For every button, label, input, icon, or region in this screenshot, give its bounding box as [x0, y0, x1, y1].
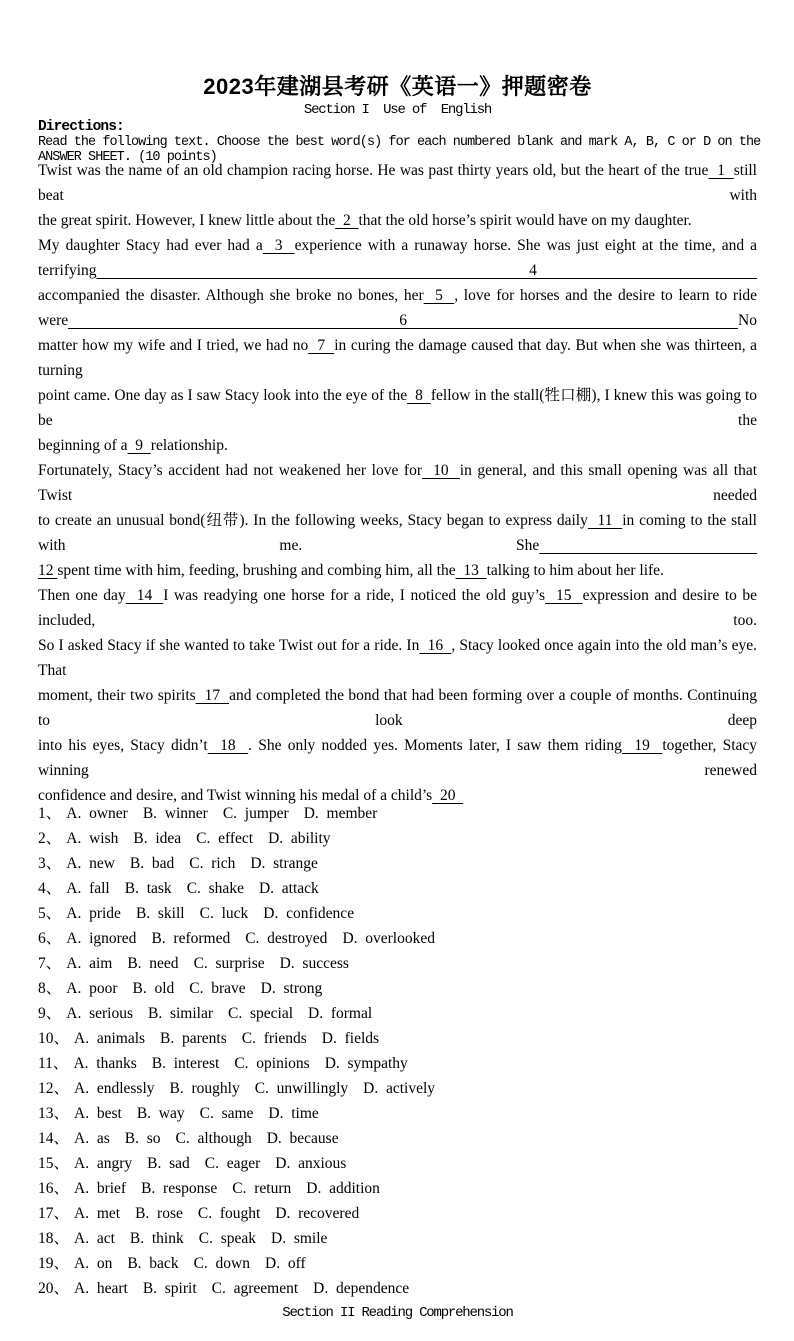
- option-d: D. ability: [268, 830, 331, 847]
- passage-line: beginning of a 9 relationship.: [38, 437, 228, 454]
- cloze-blank: 18: [207, 737, 249, 754]
- option-d: D. time: [268, 1105, 319, 1122]
- question-number: 9、: [38, 1005, 62, 1022]
- option-c: C. special: [228, 1005, 294, 1022]
- cloze-blank: 11: [587, 512, 623, 529]
- option-b: B. so: [124, 1130, 161, 1147]
- option-b: B. old: [132, 980, 175, 997]
- cloze-passage: [38, 158, 757, 808]
- passage-line: into his eyes, Stacy didn’t 18 . She only nodded yes. Moments later, I saw them riding 19 together, Stacy winning renewed: [38, 737, 758, 779]
- question-number: 19、: [38, 1255, 70, 1272]
- cloze-blank: [539, 537, 757, 554]
- cloze-blank: 2: [335, 212, 359, 229]
- option-a: A. poor: [66, 980, 118, 997]
- cloze-blank: 13: [455, 562, 487, 579]
- question-number: 14、: [38, 1130, 70, 1147]
- option-a: A. best: [74, 1105, 122, 1122]
- option-c: C. jumper: [222, 805, 289, 822]
- option-b: B. roughly: [169, 1080, 240, 1097]
- option-a: A. thanks: [73, 1055, 137, 1072]
- directions-line-1: Read the following text. Choose the best word(s) for each numbered blank and mark A, B, C or D on the: [38, 135, 761, 150]
- passage-line: to create an unusual bond(纽带). In the following weeks, Stacy began to express daily 11 in coming to the stall with me. She: [38, 512, 757, 554]
- option-b: B. parents: [160, 1030, 227, 1047]
- option-c: C. same: [199, 1105, 254, 1122]
- option-b: B. response: [141, 1180, 218, 1197]
- option-a: A. serious: [66, 1005, 133, 1022]
- passage-line: My daughter Stacy had ever had a 3 experience with a runaway horse. She was just eight at the time, and a terrifying 4: [38, 237, 757, 279]
- option-a: A. as: [74, 1130, 110, 1147]
- directions-label: Directions:: [38, 119, 124, 135]
- cloze-blank: 6: [68, 312, 739, 329]
- question-row: [38, 1101, 757, 1126]
- directions-line-2: ANSWER SHEET. (10 points): [38, 150, 217, 165]
- passage-line: the great spirit. However, I knew little about the 2 that the old horse’s spirit would have on my daughter.: [38, 212, 692, 229]
- option-c: C. unwillingly: [254, 1080, 349, 1097]
- passage-line: Twist was the name of an old champion racing horse. He was past thirty years old, but the heart of the true 1 still beat with: [38, 162, 757, 204]
- question-number: 17、: [38, 1205, 70, 1222]
- option-c: C. destroyed: [245, 930, 328, 947]
- cloze-blank: 14: [125, 587, 164, 604]
- option-d: D. actively: [363, 1080, 436, 1097]
- question-number: 11、: [38, 1055, 69, 1072]
- option-d: D. recovered: [275, 1205, 360, 1222]
- section2-heading: Section II Reading Comprehension: [282, 1305, 513, 1321]
- option-a: A. heart: [74, 1280, 128, 1297]
- cloze-blank: 4: [96, 262, 757, 279]
- option-d: D. anxious: [275, 1155, 347, 1172]
- option-d: D. overlooked: [342, 930, 435, 947]
- option-a: A. angry: [74, 1155, 133, 1172]
- passage-line: accompanied the disaster. Although she broke no bones, her 5 , love for horses and the desire to learn to ride were 6 No: [38, 287, 758, 329]
- question-number: 18、: [38, 1230, 70, 1247]
- option-c: C. down: [193, 1255, 250, 1272]
- option-b: B. reformed: [151, 930, 231, 947]
- question-number: 2、: [38, 830, 62, 847]
- option-c: C. effect: [196, 830, 254, 847]
- question-number: 20、: [38, 1280, 70, 1297]
- option-d: D. fields: [321, 1030, 380, 1047]
- option-a: A. owner: [66, 805, 128, 822]
- option-d: D. sympathy: [324, 1055, 408, 1072]
- option-b: B. skill: [135, 905, 185, 922]
- option-b: B. winner: [142, 805, 208, 822]
- option-d: D. dependence: [313, 1280, 410, 1297]
- question-row: [38, 901, 757, 926]
- cloze-blank: 7: [308, 337, 335, 354]
- option-c: C. although: [175, 1130, 252, 1147]
- question-number: 6、: [38, 930, 62, 947]
- option-c: C. opinions: [234, 1055, 310, 1072]
- option-b: B. think: [129, 1230, 184, 1247]
- option-c: C. rich: [189, 855, 236, 872]
- question-number: 15、: [38, 1155, 70, 1172]
- question-row: [38, 1201, 757, 1226]
- question-row: [38, 1276, 757, 1301]
- option-d: D. formal: [308, 1005, 373, 1022]
- question-row: [38, 1251, 757, 1276]
- question-row: [38, 1001, 757, 1026]
- option-a: A. endlessly: [74, 1080, 155, 1097]
- option-c: C. luck: [199, 905, 249, 922]
- option-c: C. surprise: [193, 955, 265, 972]
- option-d: D. confidence: [263, 905, 355, 922]
- option-c: C. speak: [198, 1230, 256, 1247]
- option-a: A. animals: [74, 1030, 146, 1047]
- cloze-blank: 5: [423, 287, 455, 304]
- page-title: 2023年建湖县考研《英语一》押题密卷: [203, 74, 592, 99]
- option-b: B. bad: [129, 855, 175, 872]
- option-d: D. strange: [250, 855, 318, 872]
- cloze-blank: 1: [708, 162, 734, 179]
- cloze-blank: 8: [407, 387, 431, 404]
- question-row: [38, 876, 757, 901]
- passage-line: confidence and desire, and Twist winning his medal of a child’s 20: [38, 787, 464, 804]
- passage-line: point came. One day as I saw Stacy look into the eye of the 8 fellow in the stall(牲口棚), I knew this was going to be the: [38, 387, 758, 429]
- option-d: D. success: [279, 955, 349, 972]
- option-b: B. sad: [147, 1155, 190, 1172]
- cloze-blank: 17: [195, 687, 230, 704]
- option-a: A. aim: [66, 955, 113, 972]
- option-d: D. addition: [306, 1180, 380, 1197]
- option-b: B. need: [127, 955, 179, 972]
- option-c: C. agreement: [211, 1280, 299, 1297]
- passage-line: Fortunately, Stacy’s accident had not weakened her love for 10 in general, and this small opening was all that Twist needed: [38, 462, 758, 504]
- option-d: D. member: [303, 805, 378, 822]
- question-number: 7、: [38, 955, 62, 972]
- option-a: A. pride: [66, 905, 121, 922]
- option-c: C. eager: [204, 1155, 261, 1172]
- cloze-blank: 16: [419, 637, 452, 654]
- question-row: [38, 1076, 757, 1101]
- option-a: A. ignored: [66, 930, 137, 947]
- passage-line: moment, their two spirits 17 and completed the bond that had been forming over a couple of months. Continuing to look deep: [38, 687, 757, 729]
- cloze-blank: 3: [262, 237, 295, 254]
- cloze-blank: 12: [38, 562, 58, 579]
- question-number: 13、: [38, 1105, 70, 1122]
- question-number: 4、: [38, 880, 62, 897]
- question-row: [38, 926, 757, 951]
- question-number: 10、: [38, 1030, 70, 1047]
- option-d: D. off: [265, 1255, 306, 1272]
- question-row: [38, 1126, 757, 1151]
- question-row: [38, 976, 757, 1001]
- option-b: B. task: [124, 880, 172, 897]
- option-a: A. fall: [66, 880, 110, 897]
- question-number: 8、: [38, 980, 62, 997]
- option-b: B. spirit: [142, 1280, 197, 1297]
- option-b: B. interest: [151, 1055, 220, 1072]
- option-b: B. way: [136, 1105, 185, 1122]
- question-number: 3、: [38, 855, 62, 872]
- option-a: A. met: [74, 1205, 121, 1222]
- question-number: 12、: [38, 1080, 70, 1097]
- cloze-blank: 20: [432, 787, 464, 804]
- question-row: [38, 1226, 757, 1251]
- passage-line: So I asked Stacy if she wanted to take Twist out for a ride. In 16 , Stacy looked once again into the old man’s eye. That: [38, 637, 758, 679]
- cloze-blank: 19: [621, 737, 663, 754]
- question-row: [38, 1176, 757, 1201]
- question-row: [38, 851, 757, 876]
- option-c: C. return: [232, 1180, 292, 1197]
- option-a: A. new: [66, 855, 115, 872]
- option-b: B. similar: [148, 1005, 214, 1022]
- option-d: D. strong: [260, 980, 323, 997]
- option-a: A. act: [74, 1230, 115, 1247]
- option-c: C. brave: [189, 980, 246, 997]
- option-c: C. shake: [186, 880, 244, 897]
- question-number: 16、: [38, 1180, 70, 1197]
- option-b: B. back: [127, 1255, 179, 1272]
- option-b: B. idea: [133, 830, 182, 847]
- option-a: A. wish: [66, 830, 119, 847]
- cloze-blank: 9: [127, 437, 151, 454]
- passage-line: Then one day 14 I was readying one horse for a ride, I noticed the old guy’s 15 expression and desire to be included, too.: [38, 587, 758, 629]
- question-row: [38, 1151, 757, 1176]
- question-row: [38, 951, 757, 976]
- question-number: 1、: [38, 805, 62, 822]
- cloze-blank: 15: [544, 587, 583, 604]
- question-number: 5、: [38, 905, 62, 922]
- option-d: D. smile: [271, 1230, 328, 1247]
- passage-line: 12 spent time with him, feeding, brushing and combing him, all the 13 talking to him about her life.: [38, 562, 664, 579]
- question-row: [38, 1051, 757, 1076]
- question-row: [38, 1026, 757, 1051]
- question-row: [38, 826, 757, 851]
- option-b: B. rose: [135, 1205, 183, 1222]
- option-c: C. fought: [197, 1205, 261, 1222]
- question-list: [38, 801, 757, 1301]
- option-d: D. because: [266, 1130, 339, 1147]
- cloze-blank: 10: [422, 462, 460, 479]
- option-c: C. friends: [241, 1030, 307, 1047]
- passage-line: matter how my wife and I tried, we had no 7 in curing the damage caused that day. But when she was thirteen, a turning: [38, 337, 758, 379]
- option-a: A. on: [74, 1255, 113, 1272]
- option-d: D. attack: [258, 880, 319, 897]
- section1-heading: Section I Use of English: [303, 102, 492, 118]
- option-a: A. brief: [74, 1180, 127, 1197]
